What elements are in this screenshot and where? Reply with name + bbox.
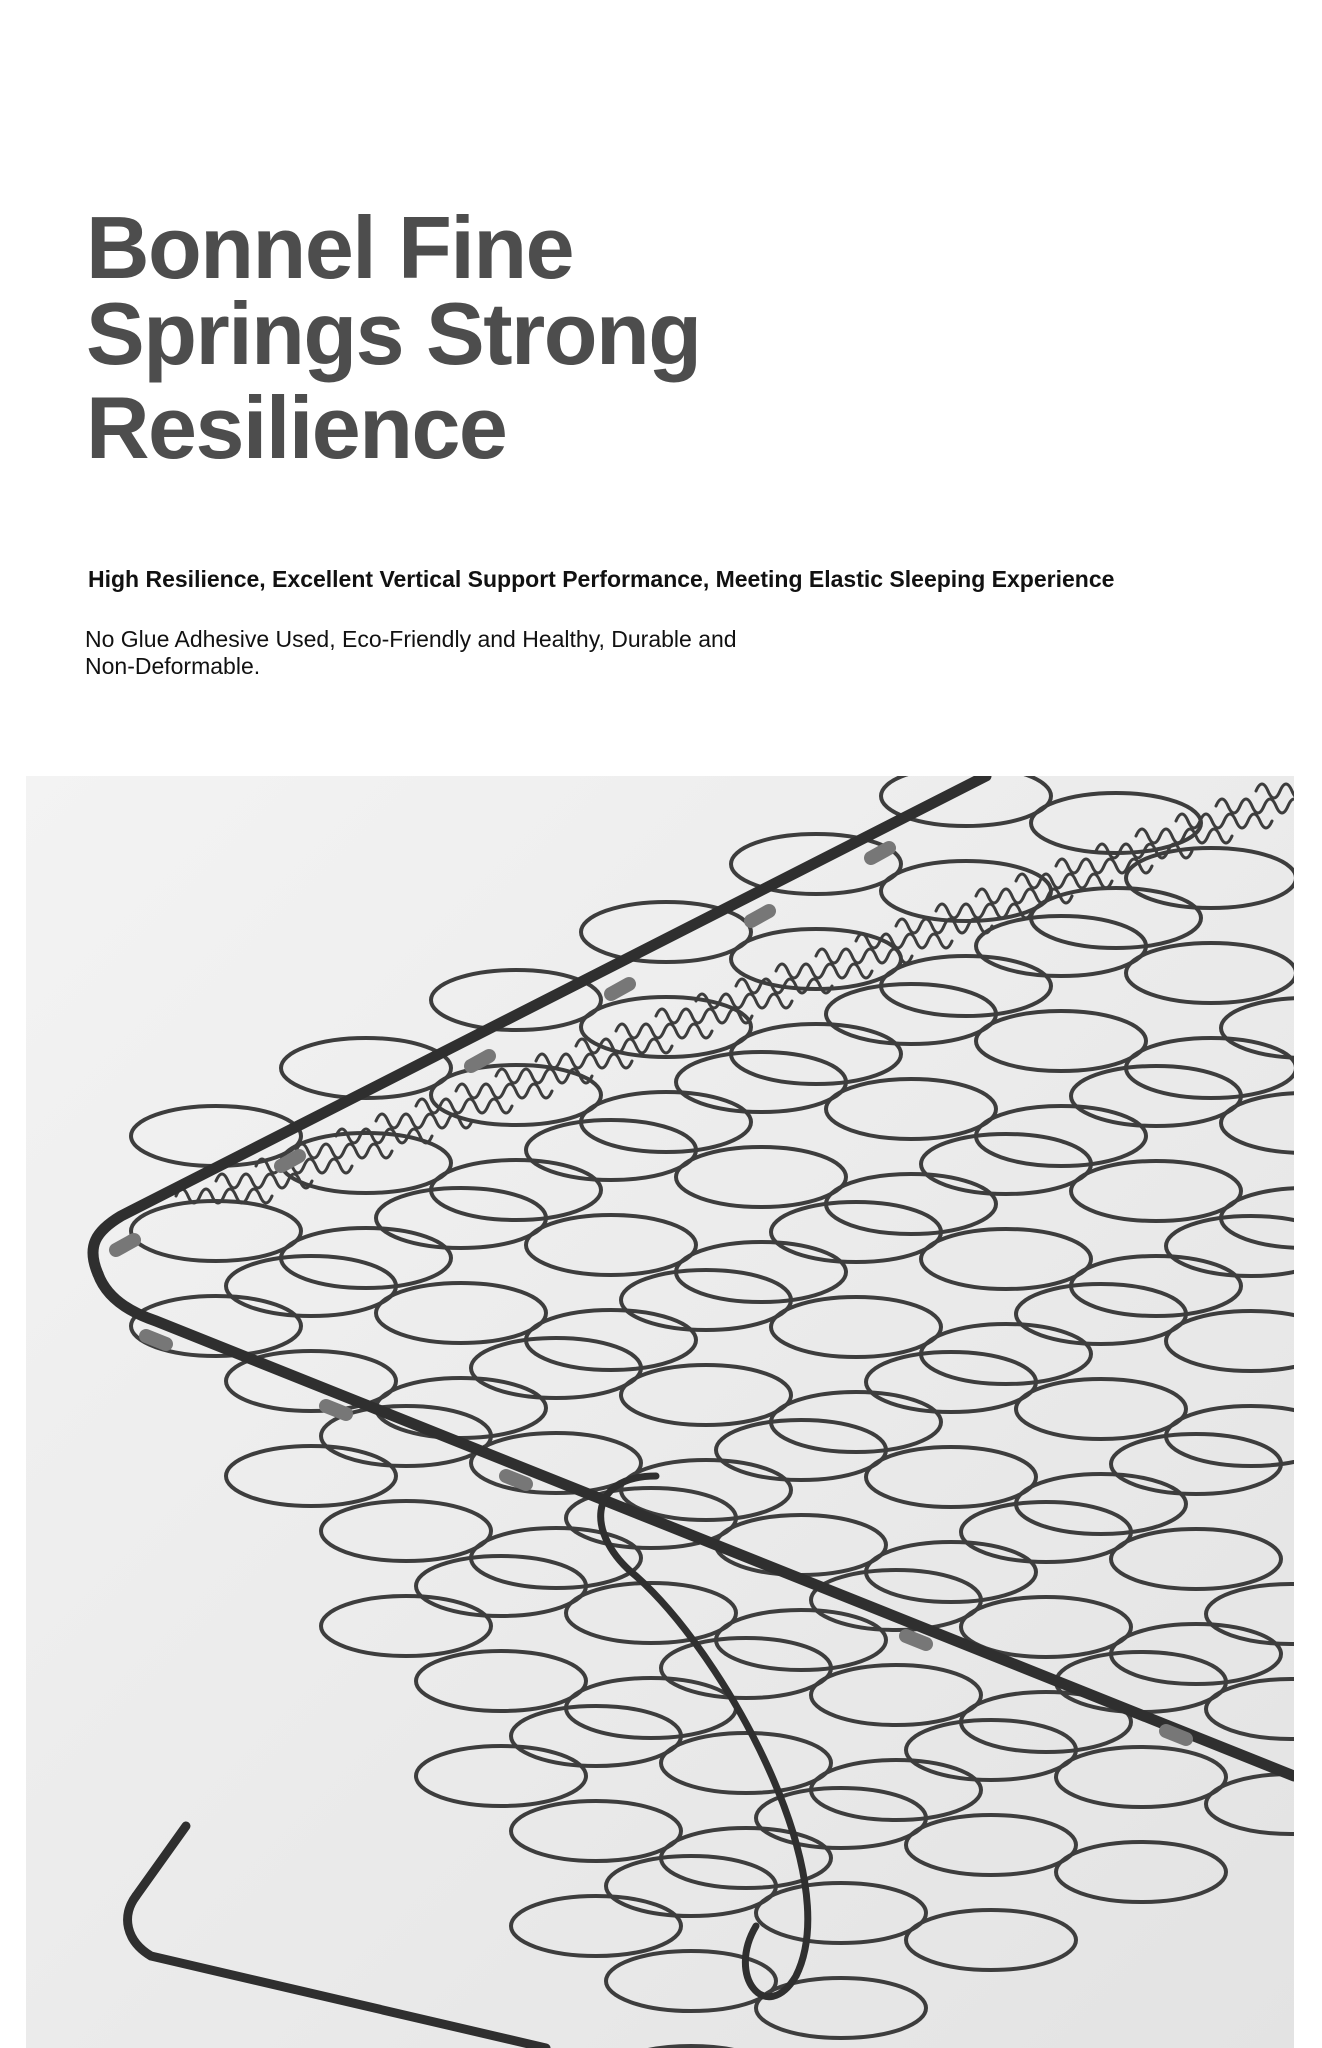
description-line-1: No Glue Adhesive Used, Eco-Friendly and Healthy, Durable and — [85, 626, 737, 652]
description-line-2: Non-Deformable. — [85, 653, 261, 679]
headline — [86, 198, 846, 477]
headline-line-3: Resilience — [86, 378, 507, 477]
feature-description — [85, 626, 805, 680]
spring-unit-illustration — [26, 776, 1294, 2048]
headline-line-1: Bonnel Fine — [86, 198, 574, 297]
headline-line-2: Springs Strong — [86, 284, 701, 383]
feature-subheading: High Resilience, Excellent Vertical Support Performance, Meeting Elastic Sleeping Experience — [88, 566, 1115, 592]
bonnel-spring-unit-photo — [26, 776, 1294, 2048]
